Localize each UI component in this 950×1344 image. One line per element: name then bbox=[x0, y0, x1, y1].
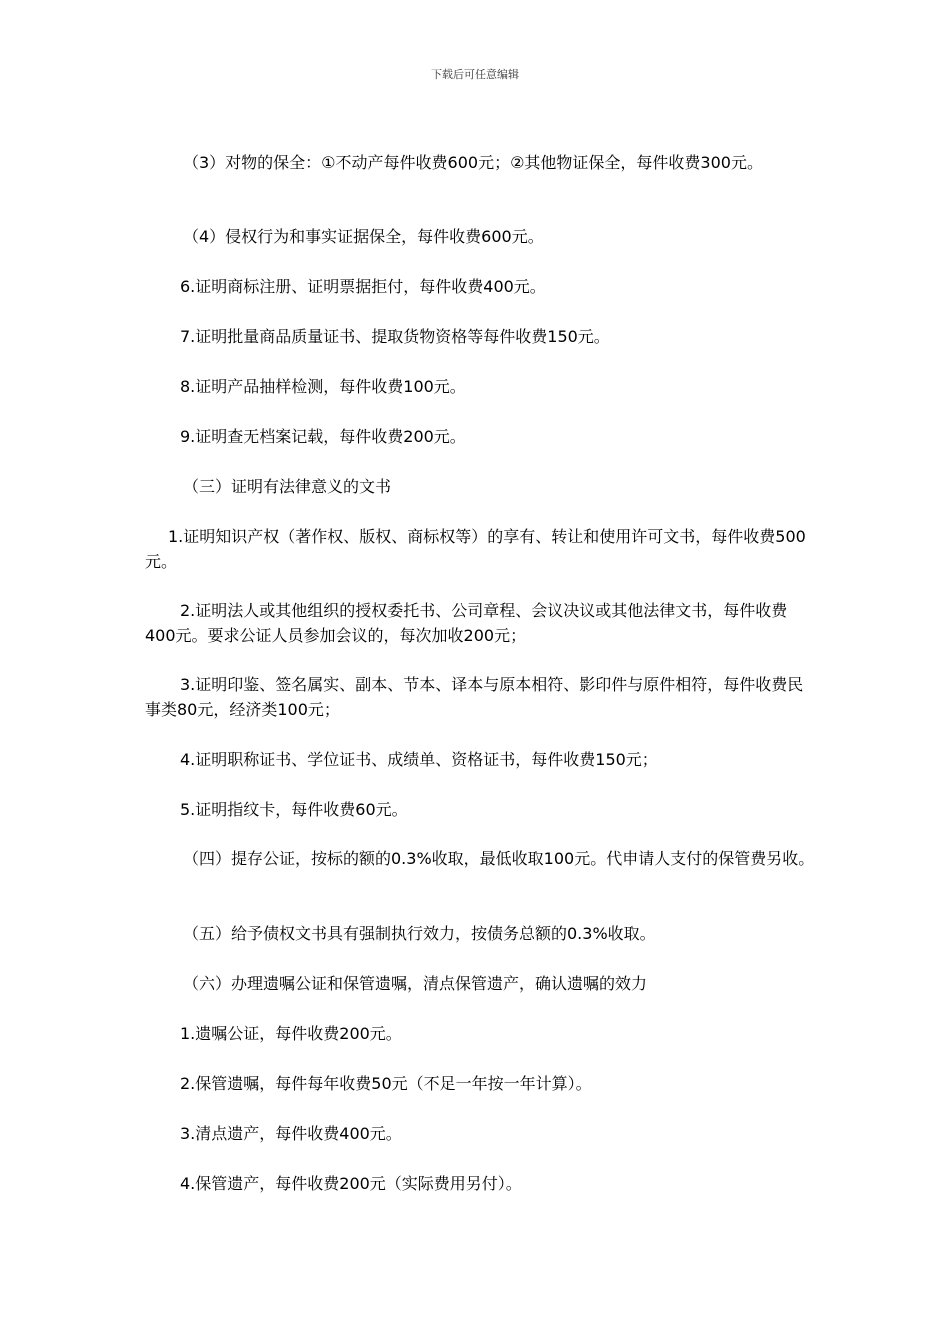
paragraph: 4.保管遗产，每件收费200元（实际费用另付）。 bbox=[180, 1174, 522, 1193]
section-heading: （五）给予债权文书具有强制执行效力，按债务总额的0.3%收取。 bbox=[183, 924, 656, 943]
paragraph: 8.证明产品抽样检测，每件收费100元。 bbox=[180, 377, 466, 396]
paragraph: 4.证明职称证书、学位证书、成绩单、资格证书，每件收费150元； bbox=[180, 750, 658, 769]
section-heading: （六）办理遗嘱公证和保管遗嘱，清点保管遗产，确认遗嘱的效力 bbox=[183, 974, 648, 993]
paragraph: （4）侵权行为和事实证据保全，每件收费600元。 bbox=[183, 227, 544, 246]
paragraph: 3.清点遗产，每件收费400元。 bbox=[180, 1124, 402, 1143]
section-heading: （四）提存公证，按标的额的0.3%收取，最低收取100元。代申请人支付的保管费另收。 bbox=[183, 849, 815, 868]
paragraph: 2.保管遗嘱，每件每年收费50元（不足一年按一年计算）。 bbox=[180, 1074, 592, 1093]
paragraph: 2.证明法人或其他组织的授权委托书、公司章程、会议决议或其他法律文书，每件收费400元。要求公证人员参加会议的，每次加收200元； bbox=[145, 601, 788, 645]
paragraph: 5.证明指纹卡，每件收费60元。 bbox=[180, 800, 408, 819]
paragraph: （3）对物的保全：①不动产每件收费600元；②其他物证保全，每件收费300元。 bbox=[183, 153, 763, 172]
section-heading: （三）证明有法律意义的文书 bbox=[183, 477, 392, 496]
paragraph: 9.证明查无档案记载，每件收费200元。 bbox=[180, 427, 466, 446]
paragraph: 7.证明批量商品质量证书、提取货物资格等每件收费150元。 bbox=[180, 327, 610, 346]
page-header: 下载后可任意编辑 bbox=[431, 68, 519, 81]
paragraph: 3.证明印鉴、签名属实、副本、节本、译本与原本相符、影印件与原件相符，每件收费民事类80元，经济类100元； bbox=[145, 675, 804, 719]
paragraph: 1.证明知识产权（著作权、版权、商标权等）的享有、转让和使用许可文书，每件收费500元。 bbox=[145, 527, 806, 571]
paragraph: 1.遗嘱公证，每件收费200元。 bbox=[180, 1024, 402, 1043]
paragraph: 6.证明商标注册、证明票据拒付，每件收费400元。 bbox=[180, 277, 546, 296]
